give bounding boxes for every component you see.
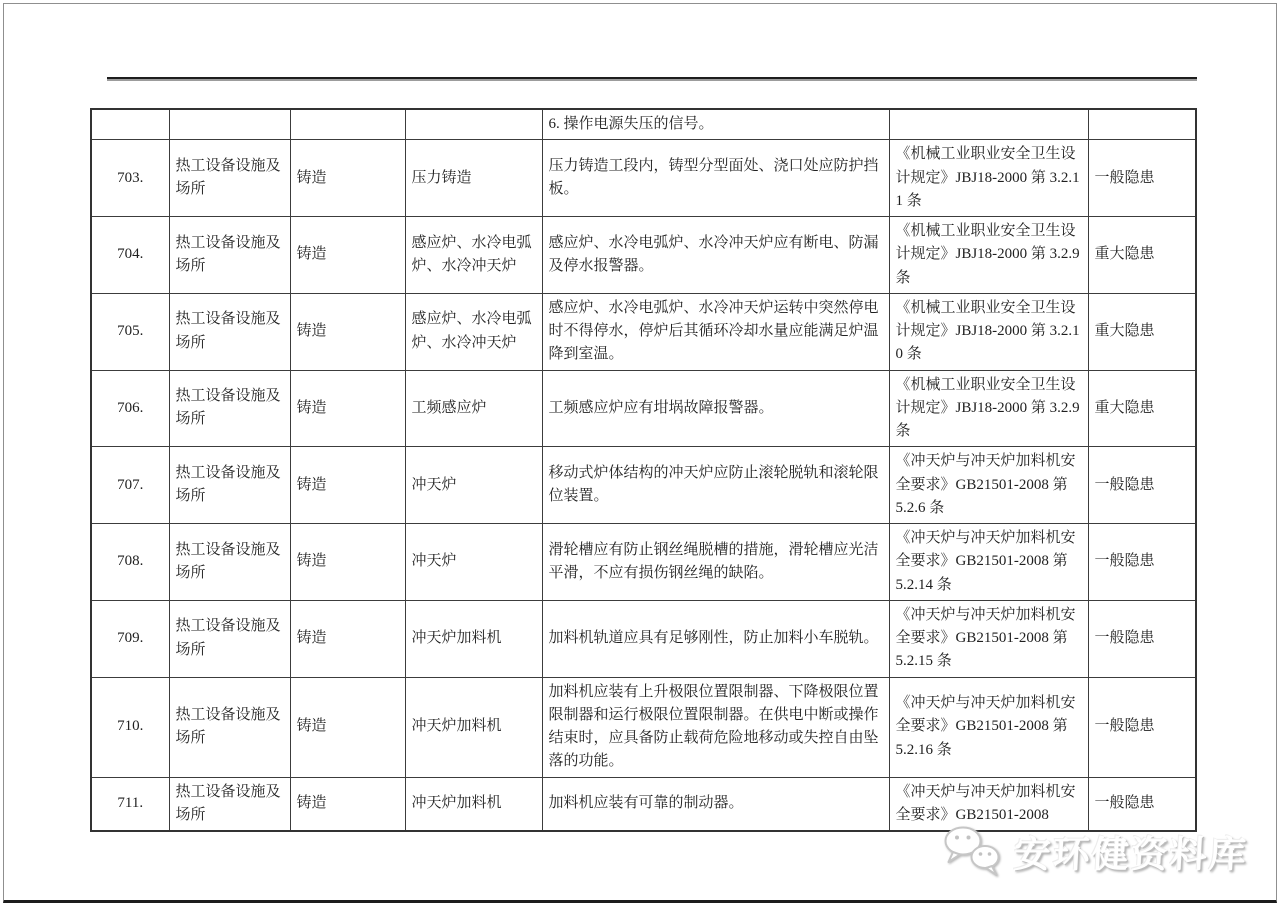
cell-number: 703. [91,140,169,217]
cell-level: 一般隐患 [1088,777,1196,831]
cell-level: 一般隐患 [1088,140,1196,217]
cell-reference: 《机械工业职业安全卫生设计规定》JBJ18-2000 第 3.2.10 条 [889,293,1088,370]
cell-category: 热工设备设施及场所 [169,140,290,217]
cell-process: 铸造 [290,777,405,831]
cell-description: 加料机应装有可靠的制动器。 [542,777,889,831]
cell-equipment: 感应炉、水冷电弧炉、水冷冲天炉 [405,293,542,370]
table-row [91,217,1196,294]
cell-description: 6. 操作电源失压的信号。 [542,109,889,140]
cell-equipment: 工频感应炉 [405,370,542,447]
cell-number: 711. [91,777,169,831]
cell-process: 铸造 [290,293,405,370]
cell-number: 706. [91,370,169,447]
cell-reference: 《冲天炉与冲天炉加料机安全要求》GB21501-2008 第 5.2.15 条 [889,600,1088,677]
cell-level: 一般隐患 [1088,524,1196,601]
cell-level [1088,109,1196,140]
cell-category: 热工设备设施及场所 [169,217,290,294]
cell-equipment: 压力铸造 [405,140,542,217]
cell-process: 铸造 [290,677,405,777]
table-row [91,447,1196,524]
cell-description: 加料机轨道应具有足够刚性，防止加料小车脱轨。 [542,600,889,677]
cell-description: 移动式炉体结构的冲天炉应防止滚轮脱轨和滚轮限位装置。 [542,447,889,524]
cell-number: 710. [91,677,169,777]
cell-level: 一般隐患 [1088,600,1196,677]
cell-equipment: 冲天炉加料机 [405,777,542,831]
cell-description: 感应炉、水冷电弧炉、水冷冲天炉应有断电、防漏及停水报警器。 [542,217,889,294]
cell-reference: 《冲天炉与冲天炉加料机安全要求》GB21501-2008 [889,777,1088,831]
cell-description: 压力铸造工段内，铸型分型面处、浇口处应防护挡板。 [542,140,889,217]
cell-equipment: 感应炉、水冷电弧炉、水冷冲天炉 [405,217,542,294]
cell-description: 加料机应装有上升极限位置限制器、下降极限位置限制器和运行极限位置限制器。在供电中断或操作结束时，应具备防止载荷危险地移动或失控自由坠落的功能。 [542,677,889,777]
cell-number: 705. [91,293,169,370]
cell-number: 707. [91,447,169,524]
cell-process: 铸造 [290,600,405,677]
cell-category: 热工设备设施及场所 [169,677,290,777]
cell-equipment: 冲天炉 [405,524,542,601]
cell-category: 热工设备设施及场所 [169,370,290,447]
cell-reference: 《冲天炉与冲天炉加料机安全要求》GB21501-2008 第 5.2.14 条 [889,524,1088,601]
cell-category: 热工设备设施及场所 [169,777,290,831]
cell-level: 一般隐患 [1088,677,1196,777]
cell-description: 滑轮槽应有防止钢丝绳脱槽的措施，滑轮槽应光洁平滑，不应有损伤钢丝绳的缺陷。 [542,524,889,601]
cell-category [169,109,290,140]
table-row-continuation [91,109,1196,140]
table-row [91,140,1196,217]
cell-reference: 《冲天炉与冲天炉加料机安全要求》GB21501-2008 第 5.2.16 条 [889,677,1088,777]
cell-level: 重大隐患 [1088,293,1196,370]
cell-category: 热工设备设施及场所 [169,600,290,677]
hazard-table [90,108,1197,832]
wechat-icon [940,824,1006,878]
table-row [91,677,1196,777]
cell-equipment: 冲天炉 [405,447,542,524]
cell-process: 铸造 [290,524,405,601]
cell-equipment: 冲天炉加料机 [405,677,542,777]
watermark [940,824,1248,878]
watermark-label: 安环健资料库 [1012,835,1249,876]
header-rule [107,77,1197,79]
cell-process: 铸造 [290,217,405,294]
cell-description: 工频感应炉应有坩埚故障报警器。 [542,370,889,447]
cell-number: 704. [91,217,169,294]
table-row [91,293,1196,370]
cell-level: 一般隐患 [1088,447,1196,524]
cell-description: 感应炉、水冷电弧炉、水冷冲天炉运转中突然停电时不得停水，停炉后其循环冷却水量应能满足炉温降到室温。 [542,293,889,370]
cell-reference [889,109,1088,140]
cell-category: 热工设备设施及场所 [169,293,290,370]
cell-process: 铸造 [290,370,405,447]
table-row [91,777,1196,831]
cell-level: 重大隐患 [1088,370,1196,447]
cell-equipment [405,109,542,140]
cell-reference: 《机械工业职业安全卫生设计规定》JBJ18-2000 第 3.2.9 条 [889,370,1088,447]
cell-category: 热工设备设施及场所 [169,524,290,601]
cell-number [91,109,169,140]
cell-process: 铸造 [290,140,405,217]
cell-equipment: 冲天炉加料机 [405,600,542,677]
table-row [91,370,1196,447]
cell-number: 709. [91,600,169,677]
cell-reference: 《冲天炉与冲天炉加料机安全要求》GB21501-2008 第 5.2.6 条 [889,447,1088,524]
cell-reference: 《机械工业职业安全卫生设计规定》JBJ18-2000 第 3.2.11 条 [889,140,1088,217]
cell-number: 708. [91,524,169,601]
table-row [91,600,1196,677]
table-row [91,524,1196,601]
cell-reference: 《机械工业职业安全卫生设计规定》JBJ18-2000 第 3.2.9 条 [889,217,1088,294]
cell-category: 热工设备设施及场所 [169,447,290,524]
cell-process [290,109,405,140]
cell-level: 重大隐患 [1088,217,1196,294]
cell-process: 铸造 [290,447,405,524]
